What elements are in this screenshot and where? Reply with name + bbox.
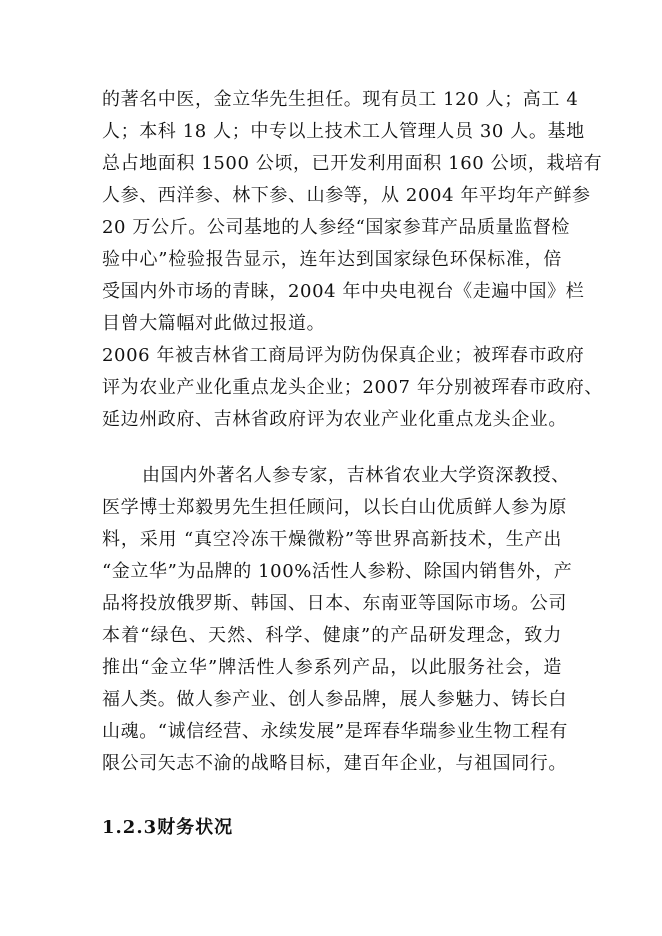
section-heading: 1.2.3财务状况	[102, 817, 234, 838]
paragraph-line: 总占地面积 1500 公顷，已开发利用面积 160 公顷，栽培有	[102, 153, 603, 174]
paragraph-line: 推出“金立华”牌活性人参系列产品，以此服务社会，造	[102, 657, 562, 678]
paragraph-line: 本着“绿色、天然、科学、健康”的产品研发理念，致力	[102, 625, 562, 646]
paragraph-line: 2006 年被吉林省工商局评为防伪保真企业；被珲春市政府	[102, 345, 585, 366]
paragraph-line: 限公司矢志不渝的战略目标，建百年企业，与祖国同行。	[102, 753, 567, 774]
paragraph-line: “金立华”为品牌的 100%活性人参粉、除国内销售外，产	[102, 561, 573, 582]
paragraph-line: 受国内外市场的青睐，2004 年中央电视台《走遍中国》栏	[102, 281, 585, 302]
paragraph-line: 20 万公斤。公司基地的人参经“国家参茸产品质量监督检	[102, 217, 571, 238]
paragraph-line: 延边州政府、吉林省政府评为农业产业化重点龙头企业。	[102, 409, 567, 430]
paragraph-line: 福人类。做人参产业、创人参品牌，展人参魅力、铸长白	[102, 689, 567, 710]
paragraph-line: 的著名中医，金立华先生担任。现有员工 120 人；高工 4	[102, 89, 579, 110]
paragraph-line: 人；本科 18 人；中专以上技术工人管理人员 30 人。基地	[102, 121, 585, 142]
paragraph-line: 品将投放俄罗斯、韩国、日本、东南亚等国际市场。公司	[102, 593, 567, 614]
paragraph-line: 由国内外著名人参专家，吉林省农业大学资深教授、	[142, 465, 570, 486]
paragraph-line: 山魂。“诚信经营、永续发展”是珲春华瑞参业生物工程有	[102, 721, 569, 742]
paragraph-line: 验中心”检验报告显示，连年达到国家绿色环保标准，倍	[102, 249, 562, 270]
paragraph-line: 目曾大篇幅对此做过报道。	[102, 313, 326, 334]
paragraph-line: 评为农业产业化重点龙头企业；2007 年分别被珲春市政府、	[102, 377, 603, 398]
paragraph-line: 医学博士郑毅男先生担任顾问，以长白山优质鲜人参为原	[102, 497, 567, 518]
paragraph-line: 料，采用 “真空冷冻干燥微粉”等世界高新技术，生产出	[102, 529, 562, 550]
paragraph-line: 人参、西洋参、林下参、山参等，从 2004 年平均年产鲜参	[102, 185, 591, 206]
